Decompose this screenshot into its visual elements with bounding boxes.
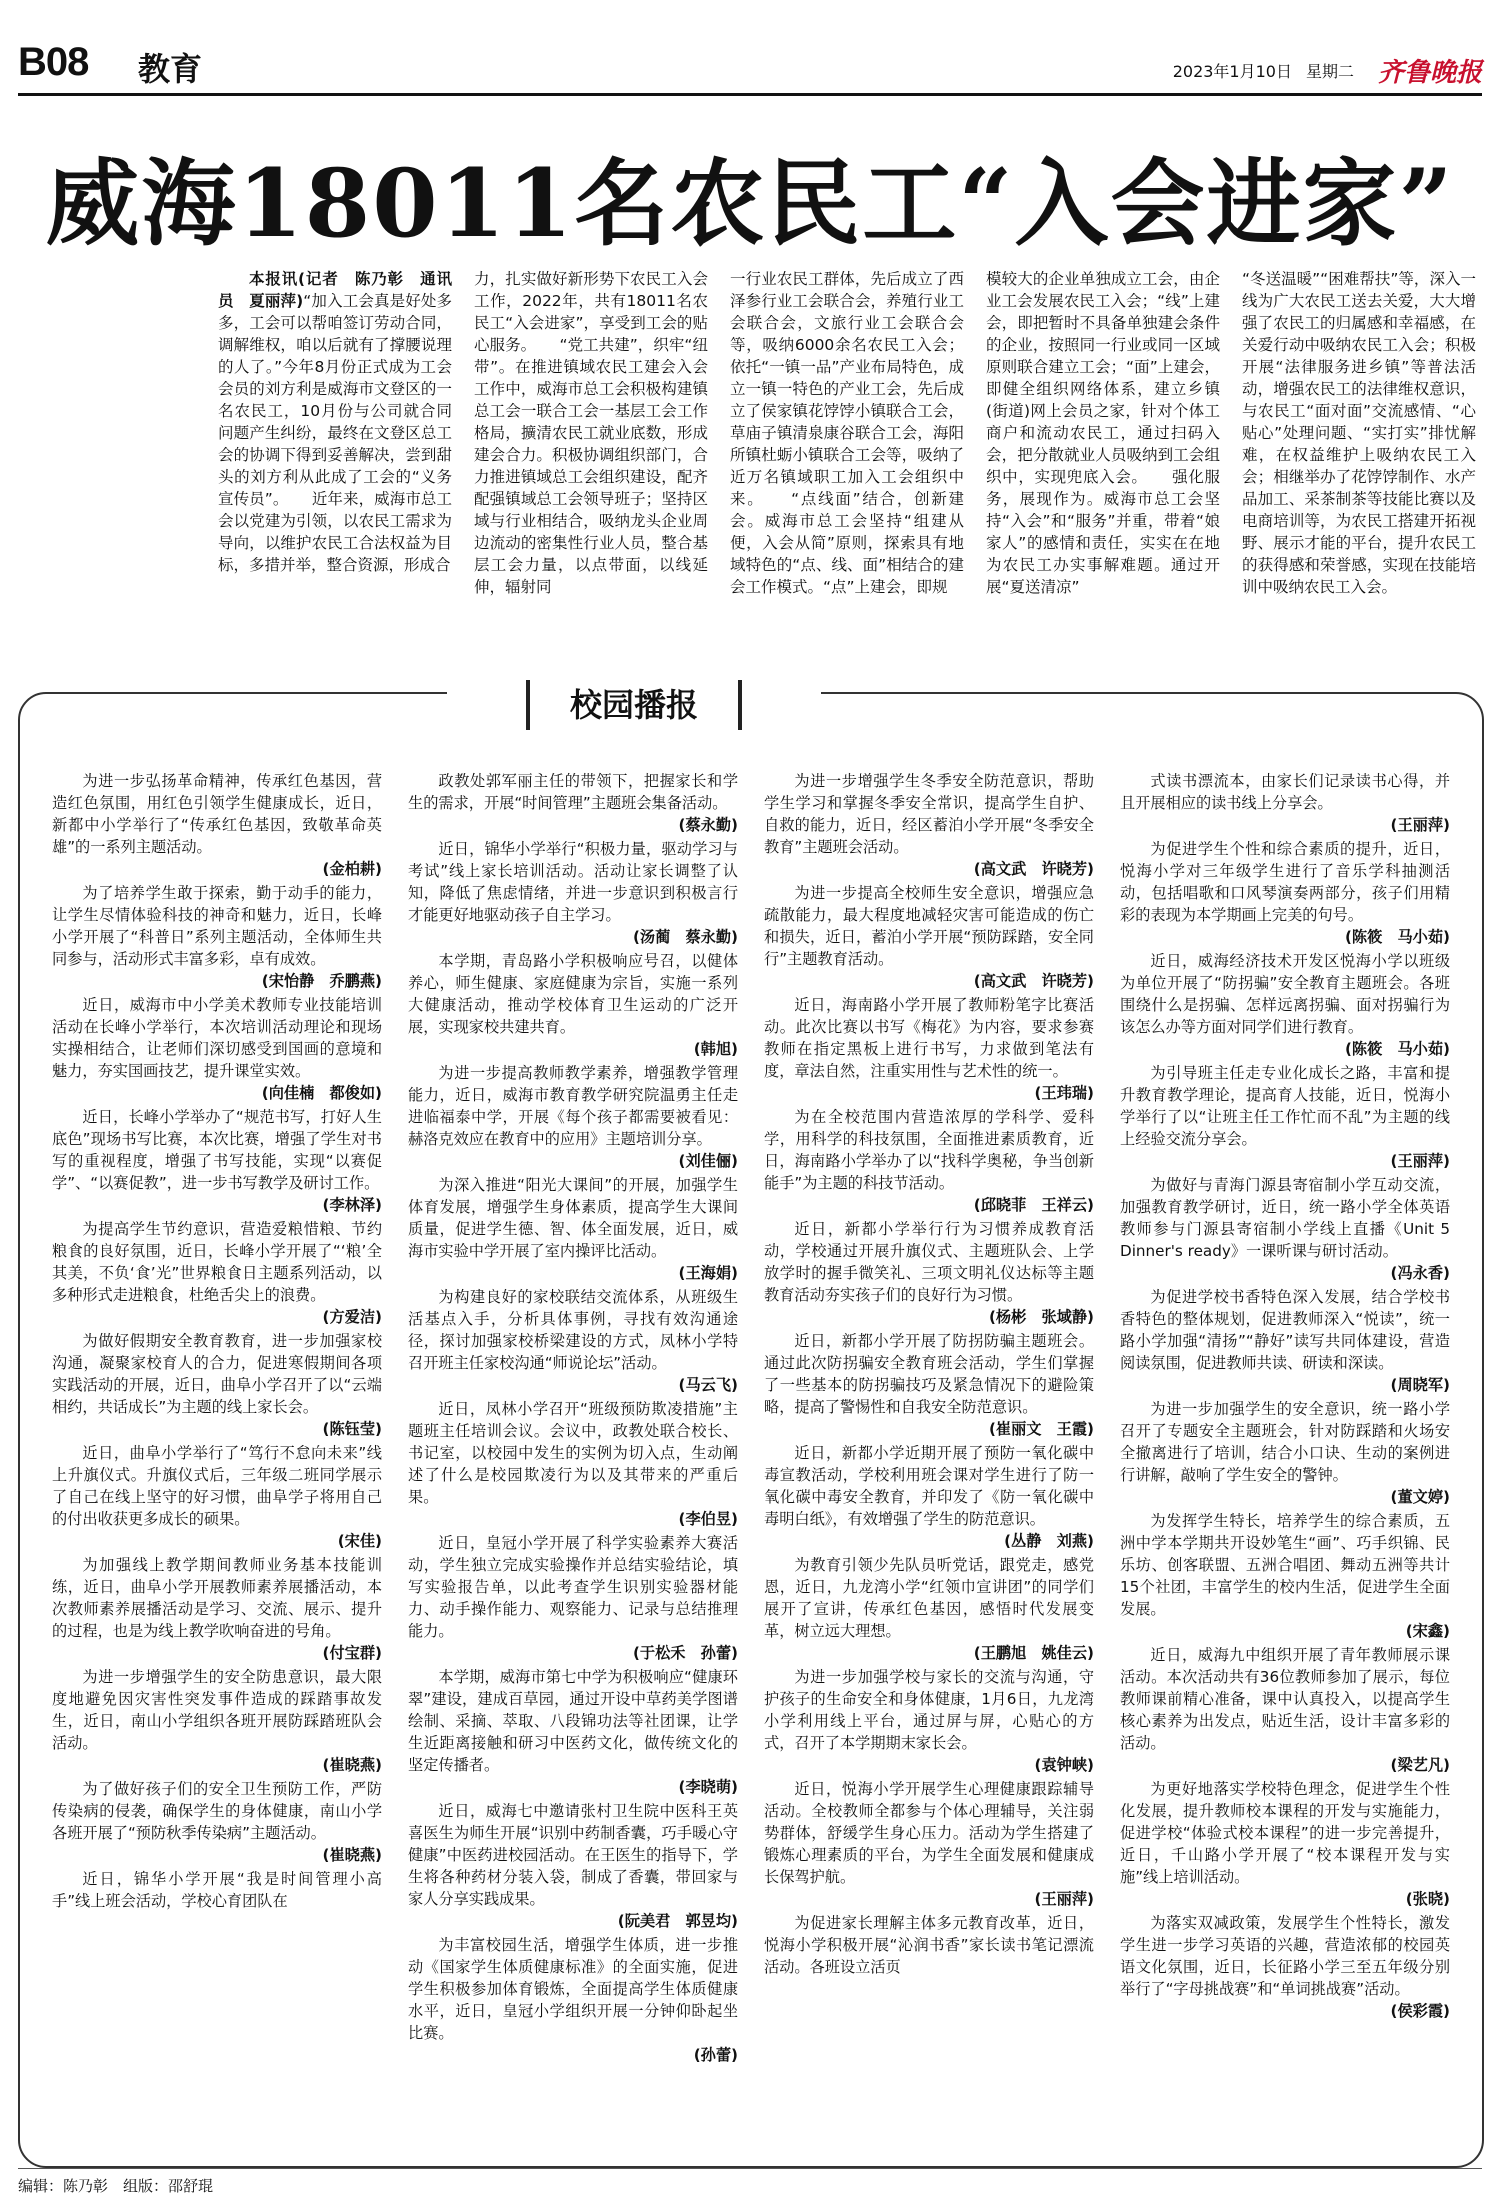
news-brief: [764, 770, 1094, 880]
news-brief: [764, 1666, 1094, 1776]
news-brief-text: 本学期，青岛路小学积极响应号召，以健体养心，师生健康、家庭健康为宗旨，实施一系列大健康活动，推动学校体育卫生运动的广泛开展，实现家校共建共育。: [408, 952, 738, 1036]
news-brief-text: 近日，锦华小学举行“积极力量，驱动学习与考试”线上家长培训活动。活动让家长调整了认知，降低了焦虑情绪，并进一步意识到积极言行才能更好地驱动孩子自主学习。: [408, 840, 738, 924]
article-text: “加入工会真是好处多多，工会可以帮咱签订劳动合同，调解维权，咱以后就有了撑腰说理的人了。”今年8月份正式成为工会会员的刘方利是威海市文登区的一名农民工，10月份与公司就合同问题产生纠纷，最终在文登区总工会的协调下得到妥善解决，尝到甜头的刘方利从此成了工会的“义务宣传员”。 近年来，威海市总工会以党建为引领，以农民工需求为导向，以维护农民工合法权益为目标，多措并举，整合资源，形成合: [218, 292, 452, 574]
news-brief: [764, 1778, 1094, 1910]
news-brief-author: (李伯昱): [678, 1510, 738, 1528]
news-brief-author: (冯永香): [1390, 1264, 1450, 1282]
campus-column-1: [52, 770, 382, 2150]
news-brief: [764, 1554, 1094, 1664]
lead-article-column-4: [986, 268, 1220, 638]
news-brief-author: (王丽萍): [1390, 1152, 1450, 1170]
news-brief: [52, 1330, 382, 1440]
news-brief-text: 为进一步增强学生冬季安全防范意识，帮助学生学习和掌握冬季安全常识，提高学生自护、自救的能力，近日，经区蓄泊小学开展“冬季安全教育”主题班会活动。: [764, 772, 1094, 856]
news-brief-text: 近日，凤林小学召开“班级预防欺凌措施”主题班主任培训会议。会议中，政教处联合校长、书记室，以校园中发生的实例为切入点，生动阐述了什么是校园欺凌行为以及其带来的严重后果。: [408, 1400, 738, 1506]
news-brief-author: (丛静 刘燕): [1004, 1532, 1094, 1550]
news-brief-text: 为深入推进“阳光大课间”的开展，加强学生体育发展，增强学生身体素质，提高学生大课间质量，促进学生德、智、体全面发展，近日，威海市实验中学开展了室内操评比活动。: [408, 1176, 738, 1260]
news-brief-text: 为进一步增强学生的安全防患意识，最大限度地避免因灾害性突发事件造成的踩踏事故发生，近日，南山小学组织各班开展防踩踏班队会活动。: [52, 1668, 382, 1752]
news-brief: [52, 1868, 382, 1912]
news-brief: [408, 1174, 738, 1284]
news-brief: [52, 770, 382, 880]
news-brief-author: (向佳楠 都俊如): [261, 1084, 382, 1102]
news-brief-author: (蔡永勤): [678, 816, 738, 834]
news-brief-text: 近日，新都小学开展了防拐防骗主题班会。通过此次防拐骗安全教育班会活动，学生们掌握了一些基本的防拐骗技巧及紧急情况下的避险策略，提高了警惕性和自我安全防范意识。: [764, 1332, 1094, 1416]
news-brief-author: (王鹏旭 姚佳云): [973, 1644, 1094, 1662]
lead-article-column-2: [474, 268, 708, 638]
news-brief: [408, 1062, 738, 1172]
news-brief-text: 近日，海南路小学开展了教师粉笔字比赛活动。此次比赛以书写《梅花》为内容，要求参赛教师在指定黑板上进行书写，力求做到笔法有度，章法自然，注重实用性与艺术性的统一。: [764, 996, 1094, 1080]
article-text: 模较大的企业单独成立工会，由企业工会发展农民工入会；“线”上建会，即把暂时不具备单独建会条件的企业，按照同一行业或同一区域原则联合建立工会；“面”上建会，即健全组织网络体系，建立乡镇(街道)网上会员之家，针对个体工商户和流动农民工，通过扫码入会，把分散就业人员吸纳到工会组织中，实现兜底入会。 强化服务，展现作为。威海市总工会坚持“入会”和“服务”并重，带着“娘家人”的感情和责任，实实在在地为农民工办实事解难题。通过开展“夏送清凉”: [986, 270, 1220, 596]
news-brief-author: (崔晓燕): [322, 1756, 382, 1774]
news-brief-author: (王丽萍): [1390, 816, 1450, 834]
news-brief: [1120, 1398, 1450, 1508]
news-brief-text: 近日，皇冠小学开展了科学实验素养大赛活动，学生独立完成实验操作并总结实验结论，填写实验报告单，以此考查学生识别实验器材能力、动手操作能力、观察能力、记录与总结推理能力。: [408, 1534, 738, 1640]
news-brief-text: 为了做好孩子们的安全卫生预防工作，严防传染病的侵袭，确保学生的身体健康，南山小学各班开展了“预防秋季传染病”主题活动。: [52, 1780, 382, 1842]
news-brief-text: 为在全校范围内营造浓厚的学科学、爱科学，用科学的科技氛围，全面推进素质教育，近日，海南路小学举办了以“找科学奥秘，争当创新能手”为主题的科技节活动。: [764, 1108, 1094, 1192]
news-brief: [52, 1106, 382, 1216]
news-brief: [1120, 1174, 1450, 1284]
news-brief-text: 为进一步弘扬革命精神，传承红色基因，营造红色氛围，用红色引领学生健康成长，近日，新都中小学举行了“传承红色基因，致敬革命英雄”的一系列主题活动。: [52, 772, 382, 856]
news-brief-author: (孙蕾): [693, 2046, 738, 2064]
header-meta: [1173, 52, 1482, 89]
campus-news-title: 校园播报: [447, 680, 821, 730]
news-brief-author: (陈筱 马小茹): [1344, 1040, 1450, 1058]
news-brief: [1120, 770, 1450, 836]
news-brief-author: (宋怡静 乔鹏燕): [261, 972, 382, 990]
news-brief-text: 为落实双减政策，发展学生个性特长，激发学生进一步学习英语的兴趣，营造浓郁的校园英语文化氛围，近日，长征路小学三至五年级分别举行了“字母挑战赛”和“单词挑战赛”活动。: [1120, 1914, 1450, 1998]
news-brief-text: 近日，威海市中小学美术教师专业技能培训活动在长峰小学举行，本次培训活动理论和现场实操相结合，让老师们深切感受到国画的意境和魅力，夯实国画技艺，提升课堂实效。: [52, 996, 382, 1080]
news-brief-author: (宋佳): [337, 1532, 382, 1550]
news-brief-text: 本学期，威海市第七中学为积极响应“健康环翠”建设，建成百草园，通过开设中草药美学图谱绘制、采摘、萃取、八段锦功法等社团课，让学生近距离接触和研习中医药文化，做传统文化的坚定传播者。: [408, 1668, 738, 1774]
news-brief-author: (宋鑫): [1405, 1622, 1450, 1640]
lead-article-column-3: [730, 268, 964, 638]
news-brief-author: (张晓): [1405, 1890, 1450, 1908]
news-brief-author: (高文武 许晓芳): [973, 860, 1094, 878]
news-brief-text: 为提高学生节约意识，营造爱粮惜粮、节约粮食的良好氛围，近日，长峰小学开展了“‘粮’全其美，不负‘食’光”世界粮食日主题系列活动，以多种形式走进粮食，杜绝舌尖上的浪费。: [52, 1220, 382, 1304]
news-brief: [1120, 1912, 1450, 2022]
news-brief-text: 为教育引领少先队员听党话，跟党走，感党恩，近日，九龙湾小学“红领巾宣讲团”的同学们展开了宣讲，传承红色基因，感悟时代发展变革，树立远大理想。: [764, 1556, 1094, 1640]
news-brief-text: 近日，新都小学举行行为习惯养成教育活动，学校通过开展升旗仪式、主题班队会、上学放学时的握手微笑礼、三项文明礼仪达标等主题教育活动夯实孩子们的良好行为习惯。: [764, 1220, 1094, 1304]
news-brief-author: (阮美君 郭昱均): [617, 1912, 738, 1930]
article-text: “冬送温暖”“困难帮扶”等，深入一线为广大农民工送去关爱，大大增强了农民工的归属感和幸福感，在关爱行动中吸纳农民工入会；积极开展“法律服务进乡镇”等普法活动，增强农民工的法律维权意识，与农民工“面对面”交流感情、“心贴心”处理问题、“实打实”排忧解难，在权益维护上吸纳农民工入会；相继举办了花饽饽制作、水产品加工、采茶制茶等技能比赛以及电商培训等，为农民工搭建开拓视野、展示才能的平台，提升农民工的获得感和荣誉感，实现在技能培训中吸纳农民工入会。: [1242, 270, 1476, 596]
news-brief-text: 为发挥学生特长，培养学生的综合素质，五洲中学本学期共开设妙笔生“画”、巧手织锦、民乐坊、创客联盟、五洲合唱团、舞动五洲等共计15个社团，丰富学生的校内生活，促进学生全面发展。: [1120, 1512, 1450, 1618]
article-text: 一行业农民工群体，先后成立了西泽参行业工会联合会，养殖行业工会联合会，文旅行业工会联合会等，吸纳6000余名农民工入会；依托“一镇一品”产业布局特色，成立一镇一特色的产业工会，先后成立了侯家镇花饽饽小镇联合工会，草庙子镇清泉康谷联合工会，海阳所镇杜蛎小镇联合工会等，吸纳了近万名镇域职工加入工会组织中来。 “点线面”结合，创新建会。威海市总工会坚持“组建从便，入会从简”原则，探索具有地域特色的“点、线、面”相结合的建会工作模式。“点”上建会，即规: [730, 270, 964, 596]
lead-article: [218, 268, 1480, 648]
lead-article-column-1: [218, 268, 452, 638]
news-brief: [52, 1554, 382, 1664]
news-brief-text: 近日，曲阜小学举行了“笃行不怠向未来”线上升旗仪式。升旗仪式后，三年级二班同学展示了自己在线上坚守的好习惯，曲阜学子将用自己的付出收获更多成长的硕果。: [52, 1444, 382, 1528]
news-brief-author: (崔晓燕): [322, 1846, 382, 1864]
news-brief-author: (梁艺凡): [1390, 1756, 1450, 1774]
news-brief: [408, 1934, 738, 2066]
footer-credits: 编辑：陈乃彰 组版：邵舒琨: [18, 2177, 214, 2195]
news-brief: [408, 1398, 738, 1530]
news-brief: [408, 838, 738, 948]
campus-column-2: [408, 770, 738, 2150]
news-brief: [1120, 1062, 1450, 1172]
news-brief: [408, 1286, 738, 1396]
news-brief-author: (王海娟): [678, 1264, 738, 1282]
news-brief: [52, 1218, 382, 1328]
news-brief-text: 为做好与青海门源县寄宿制小学互动交流，加强教育教学研讨，近日，统一路小学全体英语教师参与门源县寄宿制小学线上直播《Unit 5 Dinner's ready》一课听课与研讨活动。: [1120, 1176, 1450, 1260]
issue-weekday: 星期二: [1305, 62, 1354, 81]
news-brief: [1120, 1778, 1450, 1910]
news-brief-author: (马云飞): [678, 1376, 738, 1394]
news-brief: [1120, 1510, 1450, 1642]
news-brief-text: 近日，威海七中邀请张村卫生院中医科王英喜医生为师生开展“识别中药制香囊，巧手暖心守健康”中医药进校园活动。在王医生的指导下，学生将各种药材分装入袋，制成了香囊，带回家与家人分享实践成果。: [408, 1802, 738, 1908]
news-brief: [1120, 1286, 1450, 1396]
section-name: 教育: [138, 50, 203, 88]
news-brief-text: 为了培养学生敢于探索，勤于动手的能力，让学生尽情体验科技的神奇和魅力，近日，长峰小学开展了“科普日”系列主题活动，全体师生共同参与，活动形式丰富多彩，卓有成效。: [52, 884, 382, 968]
news-brief-text: 政教处郭军丽主任的带领下，把握家长和学生的需求，开展“时间管理”主题班会集备活动。: [408, 772, 738, 812]
news-brief-author: (王丽萍): [1034, 1890, 1094, 1908]
main-headline: 威海18011名农民工“入会进家”: [45, 149, 1455, 259]
news-brief: [764, 882, 1094, 992]
news-brief-author: (方爱洁): [322, 1308, 382, 1326]
news-brief: [52, 1442, 382, 1552]
news-brief-text: 近日，悦海小学开展学生心理健康跟踪辅导活动。全校教师全都参与个体心理辅导，关注弱势群体，舒缓学生身心压力。活动为学生搭建了锻炼心理素质的平台，为学生全面发展和健康成长保驾护航。: [764, 1780, 1094, 1886]
issue-date: 2023年1月10日: [1172, 62, 1292, 81]
news-brief-text: 近日，威海九中组织开展了青年教师展示课活动。本次活动共有36位教师参加了展示，每位教师课前精心准备，课中认真投入，以提高学生核心素养为出发点，贴近生活，设计丰富多彩的活动。: [1120, 1646, 1450, 1752]
news-brief-text: 为进一步加强学校与家长的交流与沟通，守护孩子的生命安全和身体健康，1月6日，九龙湾小学利用线上平台，通过屏与屏，心贴心的方式，召开了本学期期末家长会。: [764, 1668, 1094, 1752]
news-brief-text: 为更好地落实学校特色理念，促进学生个性化发展，提升教师校本课程的开发与实施能力，促进学校“体验式校本课程”的进一步完善提升，近日，千山路小学开展了“校本课程开发与实施”线上培训活动。: [1120, 1780, 1450, 1886]
news-brief: [764, 1106, 1094, 1216]
news-brief: [764, 1442, 1094, 1552]
news-brief: [52, 1778, 382, 1866]
news-brief-author: (刘佳俪): [678, 1152, 738, 1170]
news-brief-text: 为促进学校书香特色深入发展，结合学校书香特色的整体规划，促进教师深入“悦读”，统一路小学加强“清扬”“静好”读写共同体建设，营造阅读氛围，促进教师共读、研读和深读。: [1120, 1288, 1450, 1372]
news-brief-text: 为促进家长理解主体多元教育改革，近日，悦海小学积极开展“沁润书香”家长读书笔记漂流活动。各班设立活页: [764, 1914, 1094, 1976]
news-brief-author: (周晓军): [1390, 1376, 1450, 1394]
news-brief: [408, 1666, 738, 1798]
news-brief-text: 为进一步加强学生的安全意识，统一路小学召开了专题安全主题班会，针对防踩踏和火场安全撤离进行了培训，结合小口诀、生动的案例进行讲解，敲响了学生安全的警钟。: [1120, 1400, 1450, 1484]
news-brief: [764, 994, 1094, 1104]
article-byline: 本报讯(记者 陈乃彰 通讯员 夏丽萍): [218, 270, 452, 310]
news-brief: [408, 1532, 738, 1664]
news-brief: [52, 1666, 382, 1776]
footer-divider: [18, 2168, 1482, 2169]
news-brief: [52, 994, 382, 1104]
lead-article-column-5: [1242, 268, 1476, 638]
news-brief: [408, 1800, 738, 1932]
news-brief: [1120, 1644, 1450, 1776]
news-brief-author: (董文婷): [1390, 1488, 1450, 1506]
news-brief-text: 为构建良好的家校联结交流体系，从班级生活基点入手，分析具体事例，寻找有效沟通途径，探讨加强家校桥梁建设的方式，凤林小学特召开班主任家校沟通“师说论坛”活动。: [408, 1288, 738, 1372]
news-brief-text: 近日，新都小学近期开展了预防一氧化碳中毒宣教活动，学校利用班会课对学生进行了防一氧化碳中毒安全教育，并印发了《防一氧化碳中毒明白纸》，有效增强了学生的防范意识。: [764, 1444, 1094, 1528]
campus-column-4: [1120, 770, 1450, 2150]
news-brief-text: 为进一步提高教师教学素养，增强教学管理能力，近日，威海市教育教学研究院温勇主任走进临福泰中学，开展《每个孩子都需要被看见：赫洛克效应在教育中的应用》主题培训分享。: [408, 1064, 738, 1148]
news-brief: [764, 1912, 1094, 1978]
paper-logo: 齐鲁晚报: [1377, 58, 1482, 88]
news-brief-author: (邱晓菲 王祥云): [973, 1196, 1094, 1214]
news-brief-author: (崔丽文 王霞): [988, 1420, 1094, 1438]
news-brief-author: (韩旭): [693, 1040, 738, 1058]
news-brief-author: (王玮瑞): [1034, 1084, 1094, 1102]
news-brief: [1120, 950, 1450, 1060]
news-brief: [52, 882, 382, 992]
news-brief: [408, 950, 738, 1060]
news-brief-text: 近日，威海经济技术开发区悦海小学以班级为单位开展了“防拐骗”安全教育主题班会。各班围绕什么是拐骗、怎样远离拐骗、面对拐骗行为该怎么办等方面对同学们进行教育。: [1120, 952, 1450, 1036]
news-brief-author: (高文武 许晓芳): [973, 972, 1094, 990]
page-code: B08: [18, 40, 89, 84]
news-brief-author: (侯彩霞): [1390, 2002, 1450, 2020]
article-text: 力，扎实做好新形势下农民工入会工作，2022年，共有18011名农民工“入会进家”，享受到工会的贴心服务。 “党工共建”，织牢“纽带”。在推进镇域农民工建会入会工作中，威海市总工会积极构建镇总工会一联合工会一基层工会工作格局，擴清农民工就业底数，形成建会合力。积极协调组织部门，合力推进镇域总工会组织建设，配齐配强镇域总工会领导班子；坚持区域与行业相结合，吸纳龙头企业周边流动的密集性行业人员，整合基层工会力量，以点带面，以线延伸，辐射同: [474, 270, 708, 596]
news-brief-text: 近日，长峰小学举办了“规范书写，打好人生底色”现场书写比赛，本次比赛，增强了学生对书写的重视程度，增强了书写技能，实现“以赛促学”、“以赛促教”，进一步书写教学及研讨工作。: [52, 1108, 382, 1192]
news-brief-author: (汤蔺 蔡永勤): [632, 928, 738, 946]
news-brief: [1120, 838, 1450, 948]
news-brief-text: 为加强线上教学期间教师业务基本技能训练，近日，曲阜小学开展教师素养展播活动，本次教师素养展播活动是学习、交流、展示、提升的过程，也是为线上教学吹响奋进的号角。: [52, 1556, 382, 1640]
news-brief: [408, 770, 738, 836]
news-brief: [764, 1218, 1094, 1328]
news-brief-author: (杨彬 张域静): [988, 1308, 1094, 1326]
news-brief-author: (陈筱 马小茹): [1344, 928, 1450, 946]
header-divider: [18, 93, 1482, 96]
news-brief-author: (付宝群): [322, 1644, 382, 1662]
news-brief-text: 式读书漂流本，由家长们记录读书心得，并且开展相应的读书线上分享会。: [1120, 772, 1450, 812]
page-header: [18, 38, 1482, 88]
news-brief-author: (金柏耕): [322, 860, 382, 878]
news-brief-text: 为促进学生个性和综合素质的提升，近日，悦海小学对三年级学生进行了音乐学科抽测活动，包括唱歌和口风琴演奏两部分，孩子们用精彩的表现为本学期画上完美的句号。: [1120, 840, 1450, 924]
news-brief-author: (李林泽): [322, 1196, 382, 1214]
news-brief: [764, 1330, 1094, 1440]
news-brief-author: (陈钰莹): [322, 1420, 382, 1438]
news-brief-author: (袁钟峡): [1034, 1756, 1094, 1774]
news-brief-text: 为进一步提高全校师生安全意识，增强应急疏散能力，最大程度地减轻灾害可能造成的伤亡和损失，近日，蓄泊小学开展“预防踩踏，安全同行”主题教育活动。: [764, 884, 1094, 968]
news-brief-author: (李晓萌): [678, 1778, 738, 1796]
news-brief-author: (于松禾 孙蕾): [632, 1644, 738, 1662]
news-brief-text: 为引导班主任走专业化成长之路，丰富和提升教育教学理论，提高育人技能，近日，悦海小学举行了以“让班主任工作忙而不乱”为主题的线上经验交流分享会。: [1120, 1064, 1450, 1148]
news-brief-text: 近日，锦华小学开展“我是时间管理小高手”线上班会活动，学校心育团队在: [52, 1870, 382, 1910]
news-brief-text: 为做好假期安全教育教育，进一步加强家校沟通，凝聚家校育人的合力，促进寒假期间各项实践活动的开展，近日，曲阜小学召开了以“云端相约，共话成长”为主题的线上家长会。: [52, 1332, 382, 1416]
campus-column-3: [764, 770, 1094, 2150]
news-brief-text: 为丰富校园生活，增强学生体质，进一步推动《国家学生体质健康标准》的全面实施，促进学生积极参加体育锻炼，全面提高学生体质健康水平，近日，皇冠小学组织开展一分钟仰卧起坐比赛。: [408, 1936, 738, 2042]
